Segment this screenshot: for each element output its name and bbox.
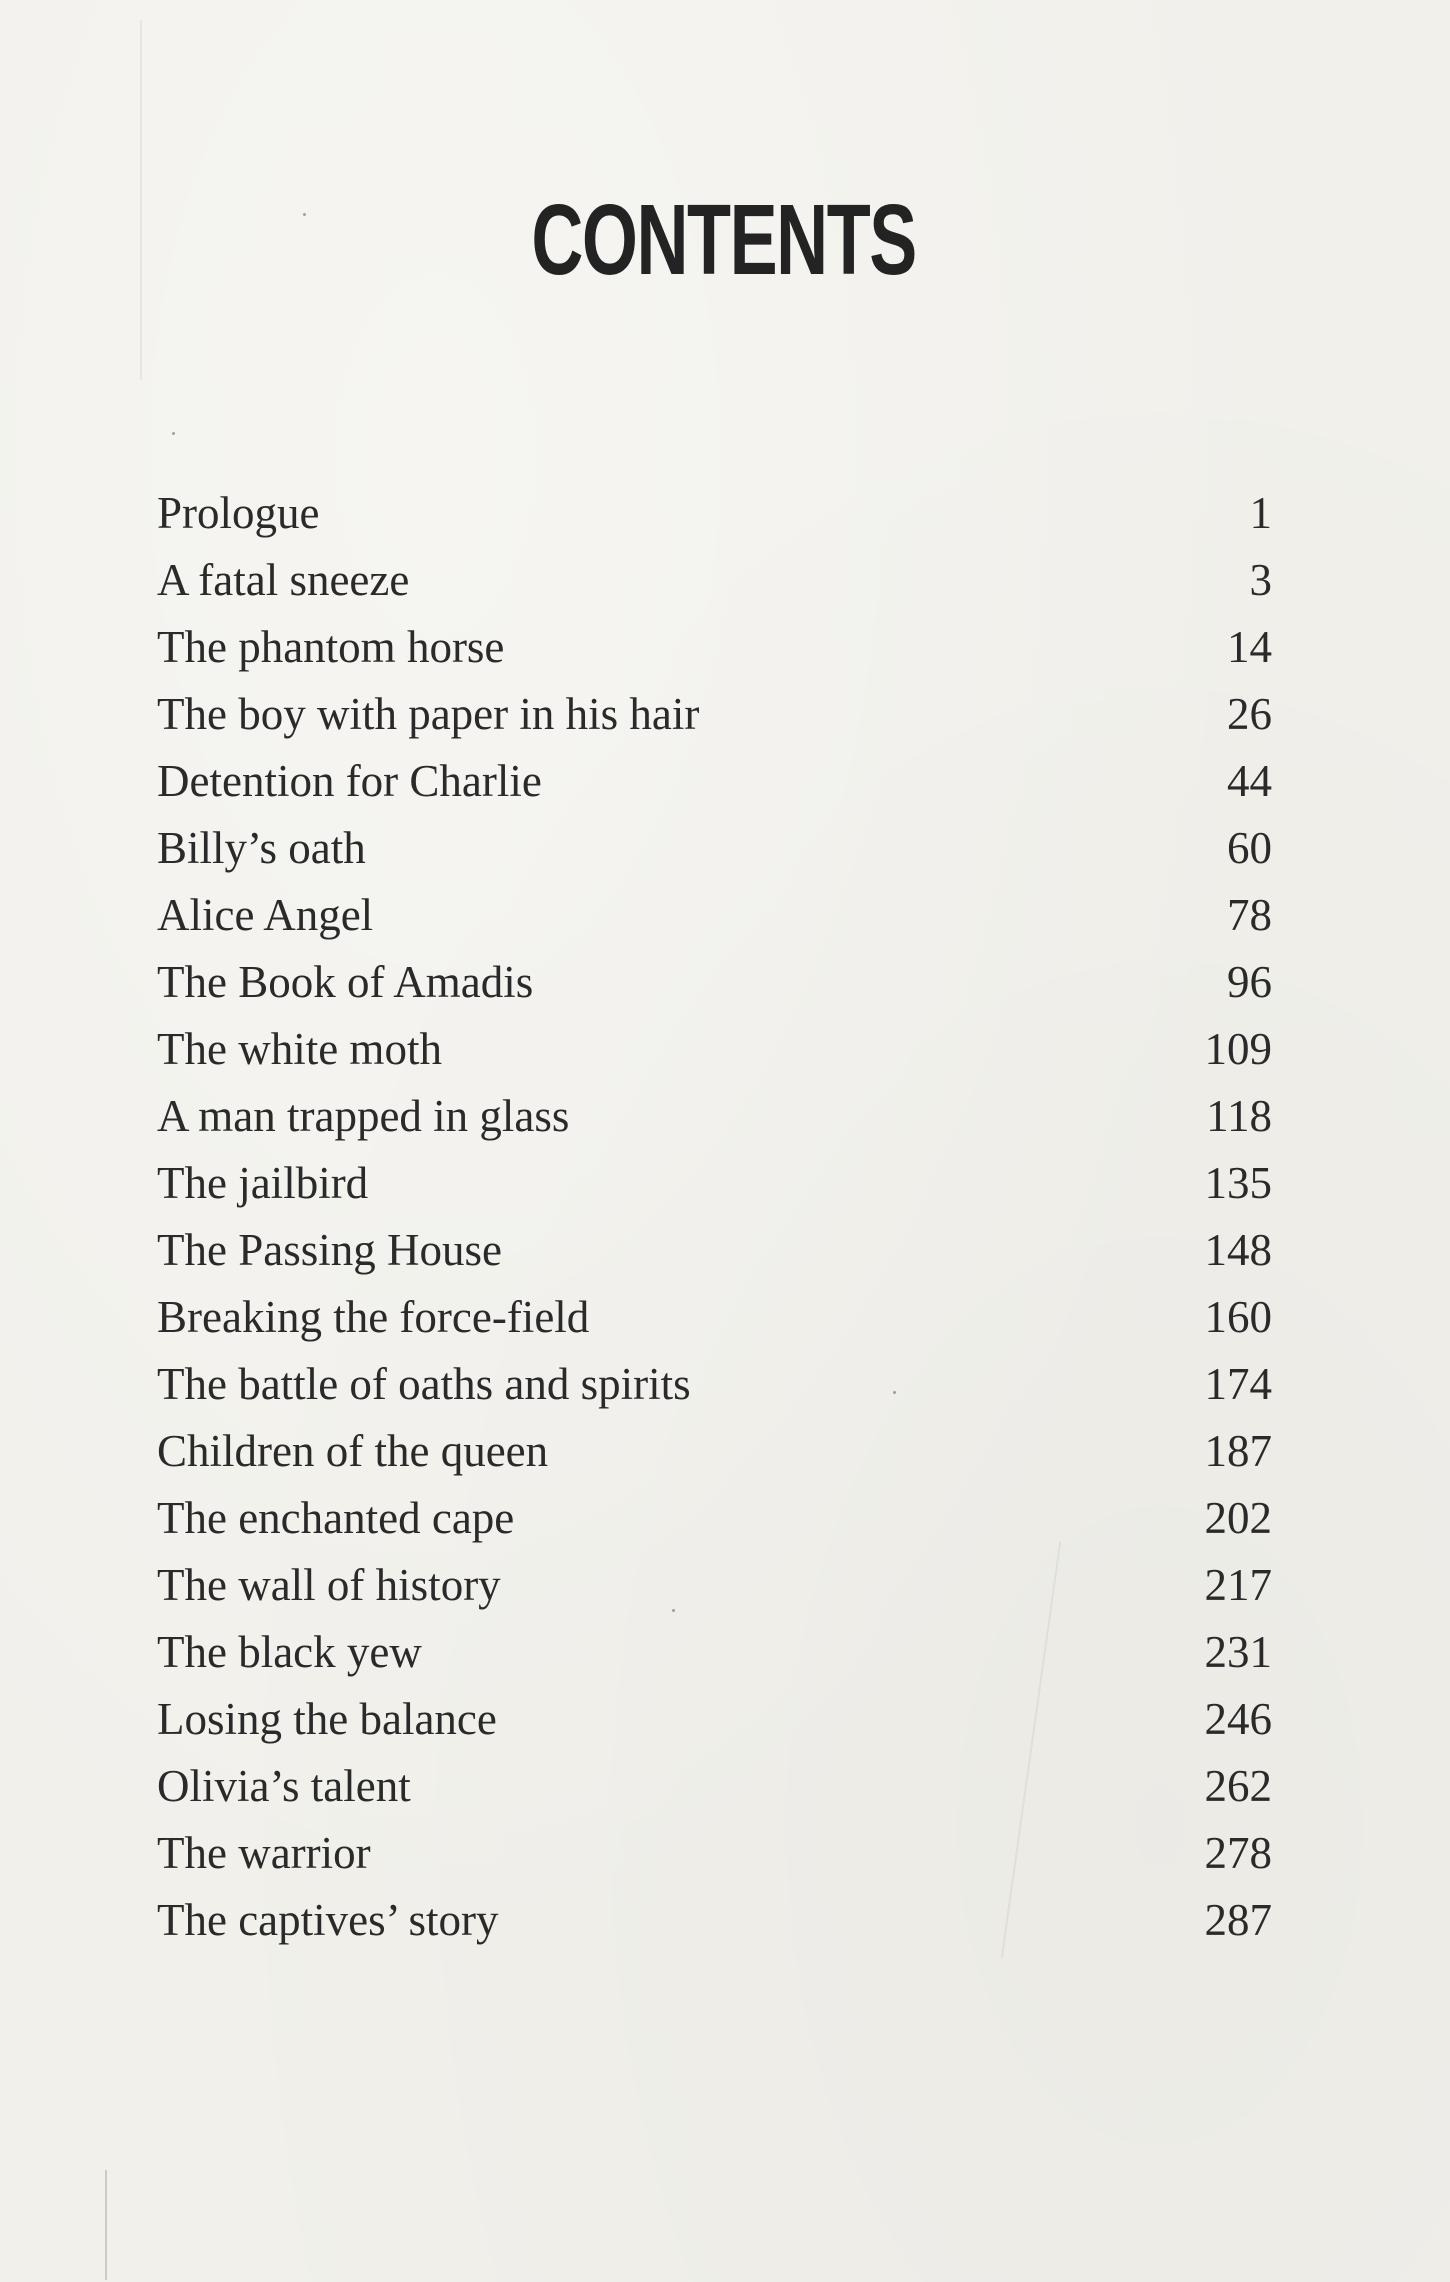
toc-entry-title: Billy’s oath <box>157 823 366 873</box>
toc-entry <box>157 949 1272 1016</box>
toc-entry-title: The wall of history <box>157 1560 501 1610</box>
toc-entry <box>157 1217 1272 1284</box>
toc-entry-page: 148 <box>1204 1225 1272 1275</box>
toc-entry-page: 26 <box>1227 689 1272 739</box>
toc-entry-title: Children of the queen <box>157 1426 549 1476</box>
toc-entry-page: 160 <box>1204 1292 1272 1342</box>
toc-entry-title: The phantom horse <box>157 622 505 672</box>
toc-entry-page: 44 <box>1227 756 1272 806</box>
toc-entry <box>157 1619 1272 1686</box>
toc-entry-page: 135 <box>1204 1158 1272 1208</box>
toc-entry <box>157 1485 1272 1552</box>
toc-entry-page: 231 <box>1204 1627 1272 1677</box>
toc-entry <box>157 1150 1272 1217</box>
toc-entry <box>157 748 1272 815</box>
toc-entry <box>157 480 1272 547</box>
toc-entry-page: 109 <box>1204 1024 1272 1074</box>
toc-entry-title: Detention for Charlie <box>157 756 542 806</box>
toc-entry-title: Alice Angel <box>157 890 374 940</box>
toc-entry <box>157 1820 1272 1887</box>
toc-entry-title: Breaking the force-field <box>157 1292 590 1342</box>
toc-entry <box>157 1552 1272 1619</box>
paper-crease <box>105 2170 107 2280</box>
table-of-contents <box>157 480 1272 1954</box>
toc-entry <box>157 1753 1272 1820</box>
toc-entry <box>157 1284 1272 1351</box>
toc-entry-page: 278 <box>1204 1828 1272 1878</box>
toc-entry-title: The captives’ story <box>157 1895 499 1945</box>
toc-entry-page: 202 <box>1204 1493 1272 1543</box>
toc-entry <box>157 1083 1272 1150</box>
toc-entry-page: 246 <box>1204 1694 1272 1744</box>
toc-entry-title: The boy with paper in his hair <box>157 689 700 739</box>
toc-entry-title: The Book of Amadis <box>157 957 534 1007</box>
toc-entry <box>157 614 1272 681</box>
page-title: CONTENTS <box>531 184 916 296</box>
toc-entry-title: The Passing House <box>157 1225 502 1275</box>
toc-entry-page: 78 <box>1227 890 1272 940</box>
toc-entry-title: The black yew <box>157 1627 422 1677</box>
toc-entry <box>157 882 1272 949</box>
toc-entry-page: 96 <box>1227 957 1272 1007</box>
toc-entry <box>157 1887 1272 1954</box>
toc-entry-title: A fatal sneeze <box>157 555 410 605</box>
toc-entry-title: The battle of oaths and spirits <box>157 1359 691 1409</box>
toc-entry-title: Prologue <box>157 488 320 538</box>
toc-entry-page: 3 <box>1249 555 1272 605</box>
paper-crease <box>140 20 142 380</box>
toc-entry-page: 217 <box>1204 1560 1272 1610</box>
toc-entry-page: 287 <box>1204 1895 1272 1945</box>
toc-entry <box>157 815 1272 882</box>
toc-entry-title: The warrior <box>157 1828 371 1878</box>
toc-entry-title: The white moth <box>157 1024 442 1074</box>
toc-entry <box>157 1351 1272 1418</box>
toc-entry-page: 118 <box>1206 1091 1272 1141</box>
toc-entry <box>157 547 1272 614</box>
toc-entry-title: Losing the balance <box>157 1694 497 1744</box>
toc-entry-page: 1 <box>1249 488 1272 538</box>
toc-entry-page: 187 <box>1204 1426 1272 1476</box>
toc-entry-title: A man trapped in glass <box>157 1091 570 1141</box>
toc-entry-title: Olivia’s talent <box>157 1761 411 1811</box>
toc-entry-page: 262 <box>1204 1761 1272 1811</box>
toc-entry-page: 14 <box>1227 622 1272 672</box>
toc-entry-title: The enchanted cape <box>157 1493 515 1543</box>
toc-entry-title: The jailbird <box>157 1158 369 1208</box>
toc-entry <box>157 1686 1272 1753</box>
toc-entry-page: 174 <box>1204 1359 1272 1409</box>
toc-entry <box>157 1418 1272 1485</box>
paper-speck <box>172 432 175 435</box>
toc-entry <box>157 1016 1272 1083</box>
toc-entry-page: 60 <box>1227 823 1272 873</box>
toc-entry <box>157 681 1272 748</box>
